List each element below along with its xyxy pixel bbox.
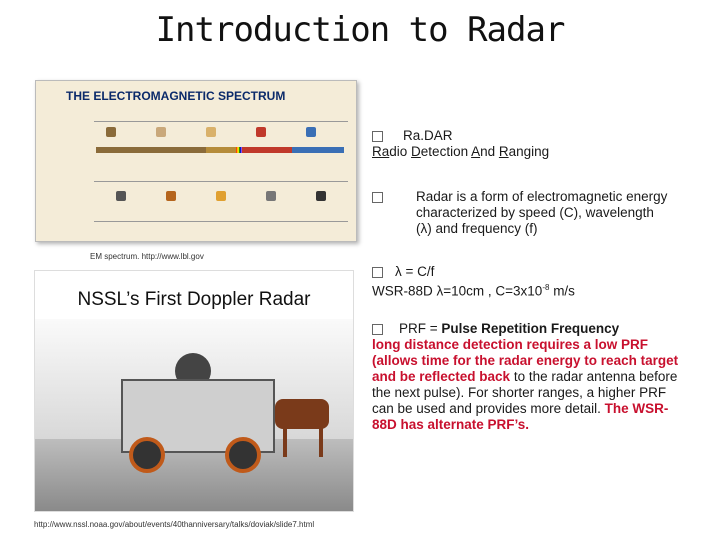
xray-icon: [266, 191, 276, 201]
photo-title: NSSL’s First Doppler Radar: [77, 289, 311, 310]
prf-wsr88d: The WSR-88D has alternate PRF’s.: [372, 401, 669, 432]
exponent: -8: [542, 283, 550, 292]
acronym-part: Ra: [372, 144, 390, 159]
formula-unit: m/s: [549, 283, 575, 299]
radioactive-icon: [316, 191, 326, 201]
microwave-icon: [166, 191, 176, 201]
horse-leg: [283, 421, 287, 457]
prf-prefix: PRF =: [399, 321, 442, 336]
needle-icon: [206, 127, 216, 137]
spectrum-scale-row: [94, 121, 348, 122]
atom-icon: [306, 127, 316, 137]
page-title: Introduction to Radar: [155, 10, 565, 50]
prf-explanation: to the radar antenna before the next pulse). For shorter ranges, a higher PRF can be used and provides more detail.: [372, 369, 678, 416]
prf-long-distance: long distance detection requires a low PRF (allows time for the radar energy to reach target and be reflected back: [372, 337, 679, 384]
formula-values: WSR-88D λ=10cm , C=3x10: [372, 283, 543, 299]
formula: λ = C/f: [395, 264, 435, 279]
bullet-text: Radar is a form of electromagnetic energy characterized by speed (C), wavelength (λ) and frequency (f): [416, 189, 668, 236]
cell-icon: [256, 127, 266, 137]
horse-leg: [319, 421, 323, 457]
radio-tower-icon: [116, 191, 126, 201]
band-micro: [206, 147, 236, 153]
acronym-part: D: [411, 144, 421, 159]
spectrum-heading: THE ELECTROMAGNETIC SPECTRUM: [66, 89, 286, 103]
building-icon: [106, 127, 116, 137]
acronym: Ra.DAR: [403, 128, 453, 143]
spectrum-scale-row: [94, 221, 348, 222]
bullet-icon: [372, 192, 383, 203]
acronym-part: dio: [389, 144, 412, 159]
bullet-radar-acronym: [372, 128, 549, 160]
em-spectrum-figure: [35, 80, 357, 242]
acronym-part: anging: [508, 144, 550, 159]
bullet-em-energy: [372, 189, 672, 237]
acronym-part: etection: [420, 144, 472, 159]
bullet-icon: [372, 267, 383, 278]
bullet-icon: [372, 324, 383, 335]
lightbulb-icon: [216, 191, 226, 201]
acronym-part: A: [471, 144, 481, 159]
person-icon: [156, 127, 166, 137]
band-uv: [292, 147, 344, 153]
acronym-part: R: [498, 144, 509, 159]
wheel-icon: [129, 437, 165, 473]
prf-definition: Pulse Repetition Frequency: [441, 321, 620, 336]
bullet-prf: [372, 321, 682, 433]
doppler-radar-photo: [34, 270, 354, 512]
bullet-formula: [372, 264, 575, 300]
spectrum-scale-row: [94, 181, 348, 182]
band-radio: [96, 147, 206, 153]
spectrum-caption: EM spectrum. http://www.lbl.gov: [90, 252, 204, 261]
acronym-part: nd: [480, 144, 499, 159]
photo-caption: http://www.nssl.noaa.gov/about/events/40thanniversary/talks/doviak/slide7.html: [34, 520, 315, 529]
band-infra: [242, 147, 292, 153]
bullet-icon: [372, 131, 383, 142]
wheel-icon: [225, 437, 261, 473]
